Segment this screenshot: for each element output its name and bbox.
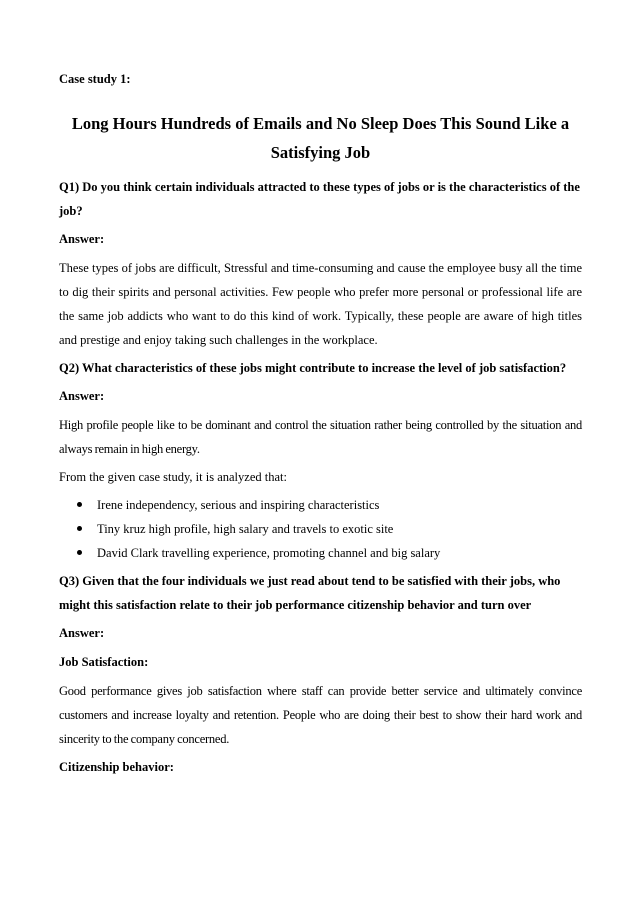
findings-list bbox=[59, 493, 582, 565]
case-study-label: Case study 1: bbox=[59, 72, 131, 86]
job-satisfaction-text: Good performance gives job satisfaction where staff can provide better service and ultimately convince customers and increase loyalty and retention. People who are doing their best to show their hard work and sincerity to the company concerned. bbox=[59, 684, 582, 746]
list-item bbox=[59, 541, 582, 565]
title-line-1: Long Hours Hundreds of Emails and No Sleep Does This Sound Like a bbox=[71, 114, 570, 133]
document-title bbox=[59, 109, 582, 167]
list-item bbox=[59, 493, 582, 517]
answer-label-1: Answer: bbox=[59, 232, 105, 246]
title-line-2: Satisfying Job bbox=[270, 143, 371, 162]
list-item-text: David Clark travelling experience, promoting channel and big salary bbox=[97, 546, 441, 560]
list-item bbox=[59, 517, 582, 541]
answer-label-2: Answer: bbox=[59, 389, 105, 403]
answer-2-text: High profile people like to be dominant and control the situation rather being controlled by the situation and always remain in high energy. bbox=[59, 418, 582, 456]
citizenship-behavior-heading: Citizenship behavior: bbox=[59, 760, 174, 774]
bullet-icon bbox=[77, 526, 82, 531]
bullet-icon bbox=[77, 550, 82, 555]
question-3: Q3) Given that the four individuals we just read about tend to be satisfied with their jobs, who might this satisfaction relate to their job performance citizenship behavior and turn over bbox=[59, 574, 561, 612]
list-item-text: Tiny kruz high profile, high salary and travels to exotic site bbox=[97, 522, 394, 536]
answer-label-3: Answer: bbox=[59, 626, 105, 640]
question-1: Q1) Do you think certain individuals attracted to these types of jobs or is the characteristics of the job? bbox=[59, 180, 580, 218]
answer-2-intro: From the given case study, it is analyzed that: bbox=[59, 470, 287, 484]
bullet-icon bbox=[77, 502, 82, 507]
list-item-text: Irene independency, serious and inspiring characteristics bbox=[97, 498, 380, 512]
job-satisfaction-heading: Job Satisfaction: bbox=[59, 655, 149, 669]
answer-1-text: These types of jobs are difficult, Stressful and time-consuming and cause the employee busy all the time to dig their spirits and personal activities. Few people who prefer more personal or professional life are the same job addicts who want to do this kind of work. Typically, these people are aware of high titles and prestige and enjoy taking such challenges in the workplace. bbox=[59, 261, 582, 347]
question-2: Q2) What characteristics of these jobs might contribute to increase the level of job satisfaction? bbox=[59, 361, 567, 375]
